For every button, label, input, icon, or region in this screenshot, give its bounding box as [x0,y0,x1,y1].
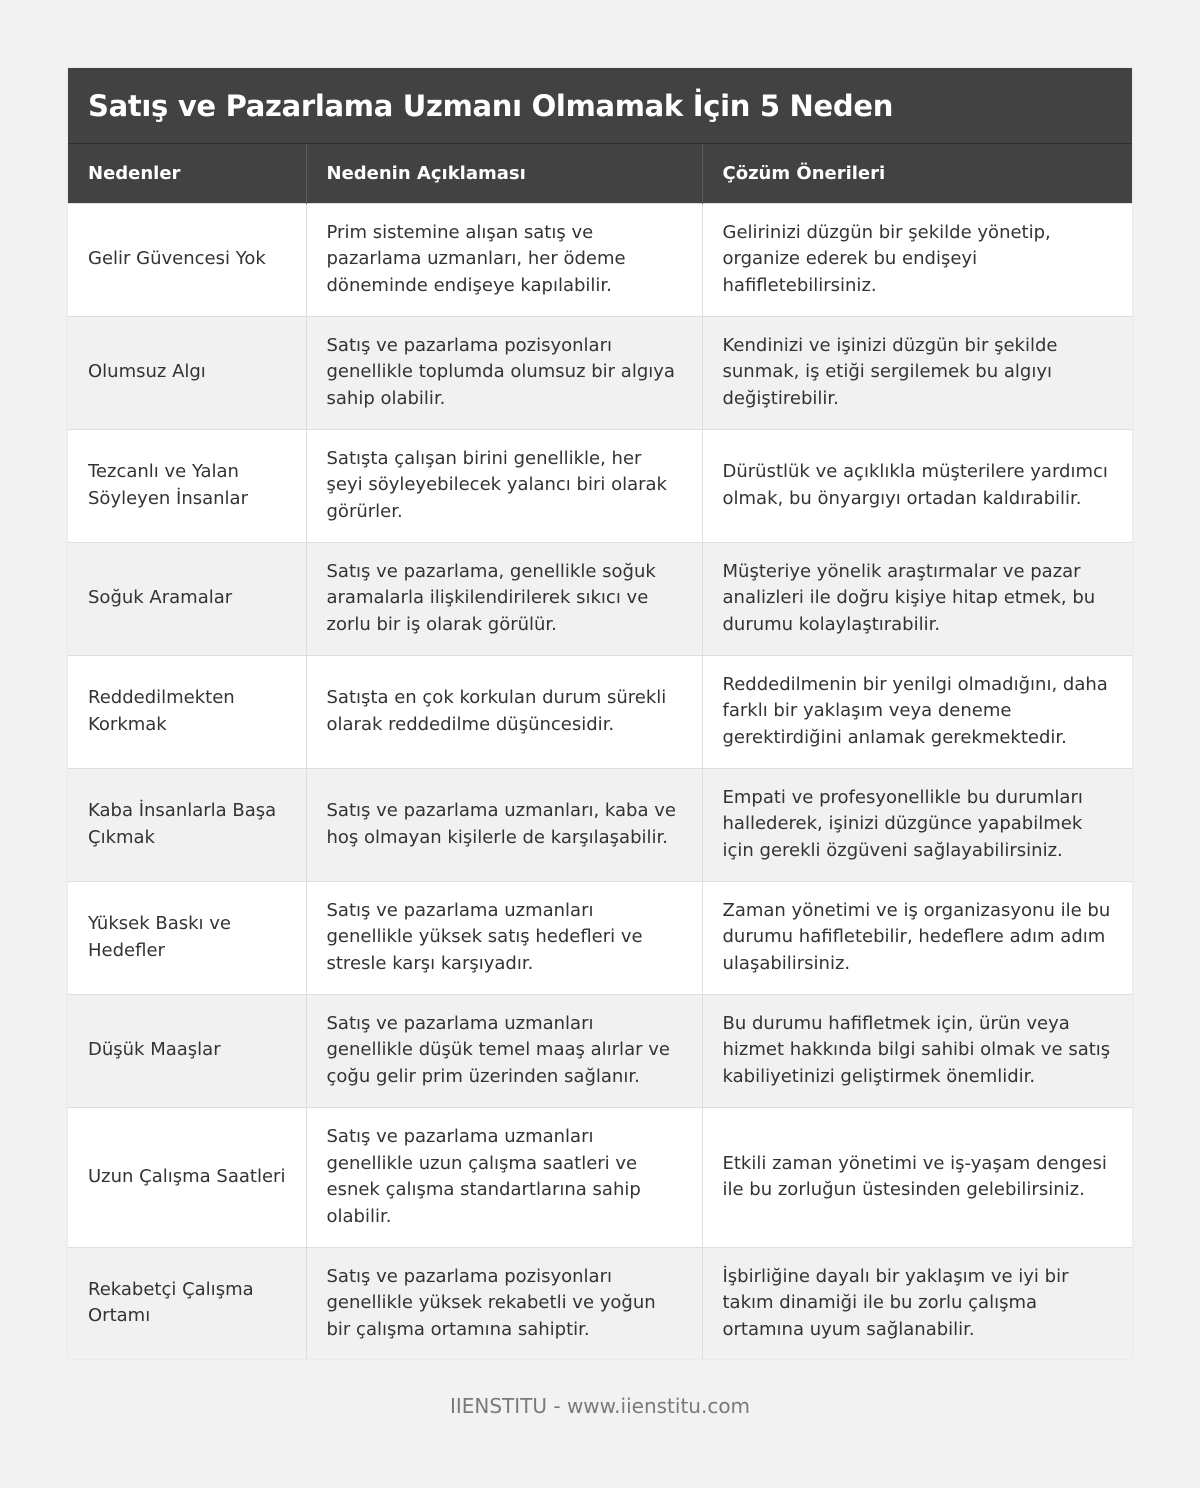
header-explanation: Nedenin Açıklaması [306,144,702,203]
table-row [68,1247,1132,1359]
header-reasons: Nedenler [68,144,306,203]
solution-cell: İşbirliğine dayalı bir yaklaşım ve iyi bir takım dinamiği ile bu zorlu çalışma ortamına uyum sağlanabilir. [702,1247,1132,1359]
content-card [68,68,1132,1359]
solution-cell: Kendinizi ve işinizi düzgün bir şekilde sunmak, iş etiği sergilemek bu algıyı değiştirebilir. [702,316,1132,429]
reason-cell: Kaba İnsanlarla Başa Çıkmak [68,768,306,881]
table-row [68,1107,1132,1247]
solution-cell: Reddedilmenin bir yenilgi olmadığını, daha farklı bir yaklaşım veya deneme gerektirdiğini anlamak gerekmektedir. [702,655,1132,768]
header-solutions: Çözüm Önerileri [702,144,1132,203]
solution-cell: Müşteriye yönelik araştırmalar ve pazar analizleri ile doğru kişiye hitap etmek, bu durumu kolaylaştırabilir. [702,542,1132,655]
reason-cell: Uzun Çalışma Saatleri [68,1107,306,1247]
explanation-cell: Satışta çalışan birini genellikle, her şeyi söyleyebilecek yalancı biri olarak görürler. [306,429,702,542]
reason-cell: Olumsuz Algı [68,316,306,429]
explanation-cell: Satış ve pazarlama uzmanları, kaba ve hoş olmayan kişilerle de karşılaşabilir. [306,768,702,881]
explanation-cell: Satışta en çok korkulan durum sürekli olarak reddedilme düşüncesidir. [306,655,702,768]
explanation-cell: Prim sistemine alışan satış ve pazarlama uzmanları, her ödeme döneminde endişeye kapılabilir. [306,203,702,316]
table-row [68,542,1132,655]
table-row [68,881,1132,994]
reason-cell: Rekabetçi Çalışma Ortamı [68,1247,306,1359]
solution-cell: Etkili zaman yönetimi ve iş-yaşam dengesi ile bu zorluğun üstesinden gelebilirsiniz. [702,1107,1132,1247]
explanation-cell: Satış ve pazarlama uzmanları genellikle yüksek satış hedefleri ve stresle karşı karşıyadır. [306,881,702,994]
reason-cell: Düşük Maaşlar [68,994,306,1107]
explanation-cell: Satış ve pazarlama, genellikle soğuk aramalarla ilişkilendirilerek sıkıcı ve zorlu bir iş olarak görülür. [306,542,702,655]
solution-cell: Dürüstlük ve açıklıkla müşterilere yardımcı olmak, bu önyargıyı ortadan kaldırabilir. [702,429,1132,542]
solution-cell: Zaman yönetimi ve iş organizasyonu ile bu durumu hafifletebilir, hedeflere adım adım ulaşabilirsiniz. [702,881,1132,994]
solution-cell: Gelirinizi düzgün bir şekilde yönetip, organize ederek bu endişeyi hafifletebilirsiniz. [702,203,1132,316]
explanation-cell: Satış ve pazarlama pozisyonları genellikle toplumda olumsuz bir algıya sahip olabilir. [306,316,702,429]
reason-cell: Yüksek Baskı ve Hedefler [68,881,306,994]
table-row [68,316,1132,429]
reason-cell: Reddedilmekten Korkmak [68,655,306,768]
table-row [68,655,1132,768]
solution-cell: Bu durumu hafifletmek için, ürün veya hizmet hakkında bilgi sahibi olmak ve satış kabiliyetinizi geliştirmek önemlidir. [702,994,1132,1107]
reason-cell: Tezcanlı ve Yalan Söyleyen İnsanlar [68,429,306,542]
table-row [68,994,1132,1107]
explanation-cell: Satış ve pazarlama uzmanları genellikle uzun çalışma saatleri ve esnek çalışma standartlarına sahip olabilir. [306,1107,702,1247]
explanation-cell: Satış ve pazarlama uzmanları genellikle düşük temel maaş alırlar ve çoğu gelir prim üzerinden sağlanır. [306,994,702,1107]
explanation-cell: Satış ve pazarlama pozisyonları genellikle yüksek rekabetli ve yoğun bir çalışma ortamına sahiptir. [306,1247,702,1359]
reason-cell: Soğuk Aramalar [68,542,306,655]
table-header-row [68,144,1132,203]
table-row [68,203,1132,316]
table-row [68,429,1132,542]
reasons-table [68,144,1132,1359]
reason-cell: Gelir Güvencesi Yok [68,203,306,316]
solution-cell: Empati ve profesyonellikle bu durumları hallederek, işinizi düzgünce yapabilmek için gerekli özgüveni sağlayabilirsiniz. [702,768,1132,881]
table-row [68,768,1132,881]
footer-credit: IIENSTITU - www.iienstitu.com [449,1394,751,1418]
page-title: Satış ve Pazarlama Uzmanı Olmamak İçin 5 Neden [68,68,1132,144]
